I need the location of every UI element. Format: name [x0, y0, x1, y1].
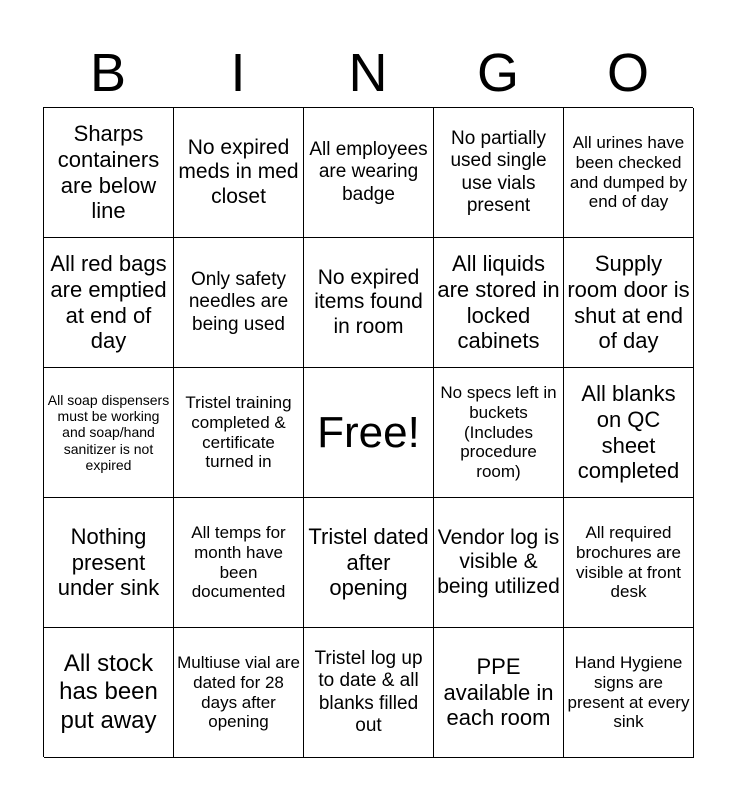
cell-text: Only safety needles are being used — [188, 269, 289, 335]
cell-text: Multiuse vial are dated for 28 days after opening — [177, 652, 300, 732]
header-letter-i: I — [230, 43, 246, 103]
cell-text: All required brochures are visible at front desk — [576, 522, 681, 602]
cell-text: All stock has been put away — [59, 650, 158, 734]
bingo-cell[interactable] — [434, 628, 564, 758]
cell-text: No specs left in buckets (Includes procedure room) — [440, 382, 557, 482]
bingo-cell[interactable] — [564, 498, 694, 628]
header-letter-n: N — [348, 43, 388, 103]
bingo-cell[interactable] — [564, 368, 694, 498]
bingo-cell[interactable] — [304, 628, 434, 758]
cell-text: Tristel dated after opening — [308, 523, 429, 601]
free-space-text: Free! — [317, 407, 420, 457]
bingo-cell[interactable] — [174, 238, 304, 368]
cell-text: No expired items found in room — [314, 265, 423, 338]
bingo-cell[interactable] — [304, 498, 434, 628]
bingo-header — [43, 40, 693, 106]
bingo-board — [43, 107, 693, 757]
cell-text: All red bags are emptied at end of day — [50, 251, 167, 354]
bingo-cell[interactable] — [564, 108, 694, 238]
bingo-cell[interactable] — [304, 238, 434, 368]
cell-text: Nothing present under sink — [57, 523, 160, 601]
cell-text: All temps for month have been documented — [191, 522, 286, 602]
bingo-cell[interactable] — [44, 368, 174, 498]
bingo-cell[interactable] — [44, 108, 174, 238]
cell-text: All urines have been checked and dumped by end of day — [569, 132, 688, 212]
bingo-cell[interactable] — [564, 238, 694, 368]
bingo-cell[interactable] — [174, 368, 304, 498]
cell-text: All blanks on QC sheet completed — [577, 381, 680, 484]
cell-text: All employees are wearing badge — [309, 139, 428, 205]
cell-text: No expired meds in med closet — [178, 135, 299, 208]
free-space-cell[interactable] — [304, 368, 434, 498]
bingo-cell[interactable] — [174, 108, 304, 238]
bingo-cell[interactable] — [44, 238, 174, 368]
header-letter-o: O — [606, 43, 649, 103]
cell-text: Hand Hygiene signs are present at every sink — [567, 652, 690, 732]
cell-text: Supply room door is shut at end of day — [567, 251, 690, 354]
header-letter-b: B — [89, 43, 127, 103]
bingo-cell[interactable] — [434, 108, 564, 238]
cell-text: Tristel log up to date & all blanks filled out — [314, 648, 423, 736]
bingo-cell[interactable] — [174, 628, 304, 758]
bingo-cell[interactable] — [434, 498, 564, 628]
cell-text: Vendor log is visible & being utilized — [437, 525, 560, 598]
bingo-cell[interactable] — [434, 238, 564, 368]
bingo-cell[interactable] — [174, 498, 304, 628]
bingo-cell[interactable] — [304, 108, 434, 238]
bingo-cell[interactable] — [44, 628, 174, 758]
cell-text: All soap dispensers must be working and soap/hand sanitizer is not expired — [47, 391, 170, 474]
header-letter-g: G — [476, 43, 519, 103]
cell-text: Sharps containers are below line — [57, 121, 160, 224]
bingo-cell[interactable] — [434, 368, 564, 498]
cell-text: No partially used single use vials present — [450, 128, 547, 216]
cell-text: Tristel training completed & certificate turned in — [185, 392, 292, 472]
cell-text: All liquids are stored in locked cabinets — [437, 251, 560, 354]
cell-text: PPE available in each room — [443, 653, 554, 731]
bingo-cell[interactable] — [564, 628, 694, 758]
bingo-cell[interactable] — [44, 498, 174, 628]
